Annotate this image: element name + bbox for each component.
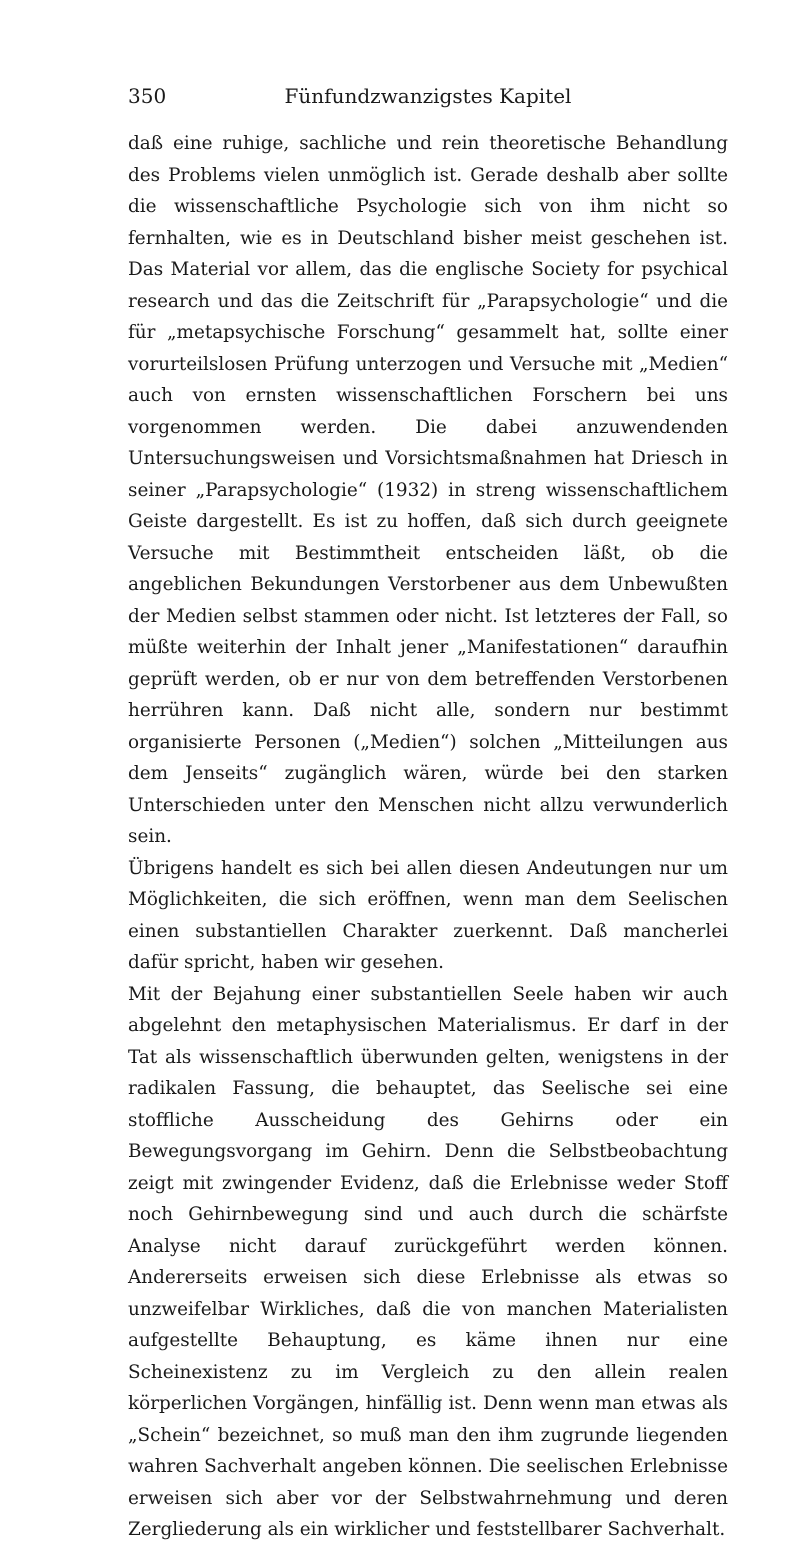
page-number: 350 [128,84,167,108]
paragraph: daß eine ruhige, sachliche und rein theoretische Behandlung des Problems vielen unmöglich ist. Gerade deshalb aber sollte die wissenschaftliche Psychologie sich von ihm nicht so fernhalten, wie es in Deutschland bisher meist geschehen ist. Das Material vor allem, das die englische Society for psychical research und das die Zeitschrift für „Parapsychologie“ und die für „metapsychische Forschung“ gesammelt hat, sollte einer vorurteilslosen Prüfung unterzogen und Versuche mit „Medien“ auch von ernsten wissenschaftlichen Forschern bei uns vorgenommen werden. Die dabei anzuwendenden Untersuchungsweisen und Vorsichtsmaßnahmen hat Driesch in seiner „Parapsychologie“ (1932) in streng wissenschaftlichem Geiste dargestellt. Es ist zu hoffen, daß sich durch geeignete Versuche mit Bestimmtheit entscheiden läßt, ob die angeblichen Bekundungen Verstorbener aus dem Unbewußten der Medien selbst stammen oder nicht. Ist letzteres der Fall, so müßte weiterhin der Inhalt jener „Manifestationen“ daraufhin geprüft werden, ob er nur von dem betreffenden Verstorbenen herrühren kann. Daß nicht alle, sondern nur bestimmt organisierte Personen („Medien“) solchen „Mitteilungen aus dem Jenseits“ zugänglich wären, würde bei den starken Unterschieden unter den Menschen nicht allzu verwunderlich sein. [128,133,728,847]
paragraph: Übrigens handelt es sich bei allen diesen Andeutungen nur um Möglichkeiten, die sich eröffnen, wenn man dem Seelischen einen substantiellen Charakter zuerkennt. Daß mancherlei dafür spricht, haben wir gesehen. [128,857,728,973]
body-text [128,128,728,1546]
running-head: Fünfundzwanzigstes Kapitel [284,84,572,108]
paragraph: Mit der Bejahung einer substantiellen Seele haben wir auch abgelehnt den metaphysischen Materialismus. Er darf in der Tat als wissenschaftlich überwunden gelten, wenigstens in der radikalen Fassung, die behauptet, das Seelische sei eine stoffliche Ausscheidung des Gehirns oder ein Bewegungsvorgang im Gehirn. Denn die Selbstbeobachtung zeigt mit zwingender Evidenz, daß die Erlebnisse weder Stoff noch Gehirnbewegung sind und auch durch die schärfste Analyse nicht darauf zurückgeführt werden können. Andererseits erweisen sich diese Erlebnisse als etwas so unzweifelbar Wirkliches, daß die von manchen Materialisten aufgestellte Behauptung, es käme ihnen nur eine Scheinexistenz zu im Vergleich zu den allein realen körperlichen Vorgängen, hinfällig ist. Denn wenn man etwas als „Schein“ bezeichnet, so muß man den ihm zugrunde liegenden wahren Sachverhalt angeben können. Die seelischen Erlebnisse erweisen sich aber vor der Selbstwahrnehmung und deren Zergliederung als ein wirklicher und feststellbarer Sachverhalt. [128,983,728,1540]
page-header [128,84,728,114]
